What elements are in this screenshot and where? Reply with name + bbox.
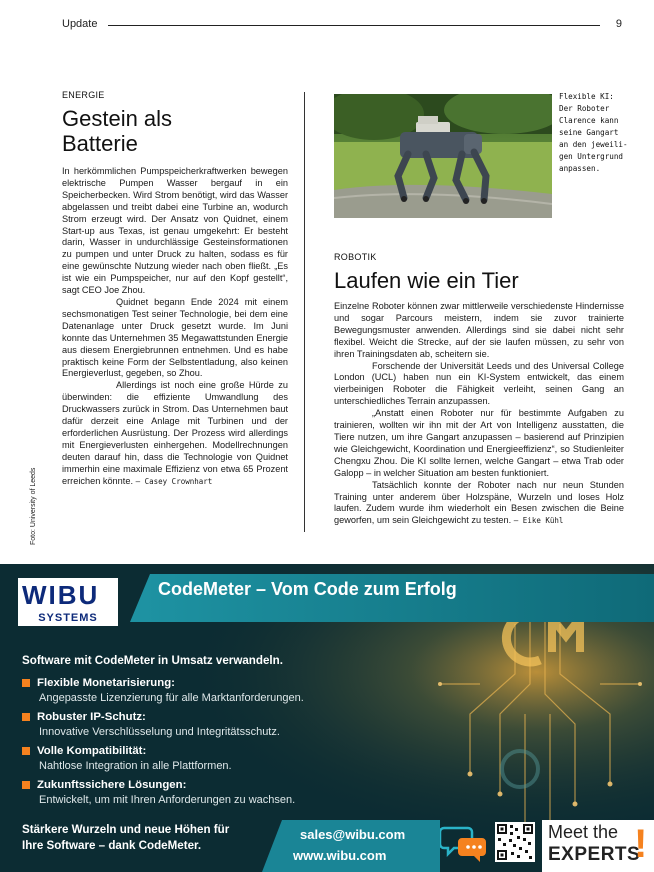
feature-detail: Nahtlose Integration in alle Plattformen. (39, 760, 232, 772)
article-kicker: ENERGIE (62, 90, 105, 100)
feature-heading: Robuster IP-Schutz: (37, 711, 146, 723)
article-headline: Laufen wie ein Tier (334, 268, 519, 293)
tagline-line-1: Stärkere Wurzeln und neue Höhen für (22, 823, 230, 836)
feature-heading: Volle Kompatibilität: (37, 745, 147, 757)
feature-detail: Innovative Verschlüsselung und Integritätsschutz. (39, 726, 280, 738)
headline-line-2: Batterie (62, 131, 138, 156)
ad-intro: Software mit CodeMeter in Umsatz verwandeln. (22, 654, 283, 667)
tagline-line-2: Ihre Software – dank CodeMeter. (22, 839, 202, 852)
bullet-icon (22, 781, 30, 789)
paragraph: „Anstatt einen Roboter nur für bestimmte Aufgaben zu trainieren, wollten wir ihn mit der Art von Intelligenz ausstatten, die Tiere nutzen, um ihre Gangart anzupassen – basierend auf Prinzipien wie Gleichgewicht, Koordination und Energieeffizienz“, so Studienleiter Chengxu Zhou. Die KI sollte lernen, welche Gangart – etwa Trab oder Galopp – in welcher Situation am besten funktioniert. (334, 408, 624, 478)
ad-tagline (22, 822, 229, 854)
chat-bubbles-icon (440, 822, 488, 864)
paragraph: In herkömmlichen Pumpspeicherkraftwerken bewegen elektrische Pumpen Wasser bergauf in ein Speicherbecken. Wird Strom benötigt, wird das Wasser abgelassen und treibt dabei eine Turbine an, wodurch Strom erzeugt wird. Der Ansatz von Quidnet, einem Start-up aus Texas, ist genau umgekehrt: Er besteht darin, Wasser in undurchlässige Gesteinsformationen zu pumpen und unter Druck zu halten, sodass es für eine gewünschte Nutzung wieder nach oben fließt. „Es ist wie ein Pumpspeicher, nur auf den Kopf gestellt“, sagt CEO Joe Zhou. (62, 166, 288, 296)
feature-detail: Angepasste Lizenzierung für alle Marktanforderungen. (39, 692, 304, 704)
caption-line: Clarence kann (559, 116, 619, 125)
section-label: Update (62, 18, 98, 30)
feature-item (22, 710, 352, 740)
bullet-icon (22, 679, 30, 687)
paragraph: Forschende der Universität Leeds und des Universal College London (UCL) haben nun ein KI-System entwickelt, das einem vierbeinigen Roboter die Fähigkeit verleiht, seinen Gang an unterschiedliches Terrain anzupassen. (334, 360, 624, 407)
meet-the-experts-badge[interactable] (542, 820, 654, 872)
photo-credit: Foto: University of Leeds (30, 467, 37, 545)
logo-wordmark: WIBU (22, 580, 100, 610)
column-divider (304, 92, 305, 532)
author-signature: – Casey Crownhart (135, 476, 213, 486)
page-header (62, 14, 622, 34)
website-link[interactable]: www.wibu.com (293, 848, 387, 863)
exclamation-icon: ! (634, 822, 648, 866)
caption-line: anpassen. (559, 164, 601, 173)
wibu-logo[interactable] (18, 578, 118, 626)
feature-item (22, 676, 352, 706)
paragraph (62, 380, 288, 487)
feature-heading: Flexible Monetarisierung: (37, 677, 175, 689)
robot-photo (334, 94, 552, 218)
bullet-icon (22, 713, 30, 721)
bullet-icon (22, 747, 30, 755)
logo-subtitle: SYSTEMS (38, 612, 98, 624)
author-signature: – Eike Kühl (513, 516, 564, 526)
article-robotik (334, 252, 624, 527)
caption-line: an den jeweili- (559, 140, 628, 149)
caption-line: gen Untergrund (559, 152, 624, 161)
paragraph (334, 480, 624, 528)
paragraph-text: Tatsächlich konnte der Roboter nach nur neun Stunden Training unter anderem über Holzspäne, Wurzeln und loses Holz laufen. Zudem wurde ihm wiederholt ein Besen zwischen die Beine geworfen, um sein Gleichgewicht zu testen. (334, 479, 624, 526)
codemeter-ad[interactable] (0, 564, 654, 872)
article-kicker: ROBOTIK (334, 252, 377, 262)
photo-caption (559, 91, 639, 175)
article-energie (62, 90, 288, 487)
article-body (62, 166, 288, 487)
caption-line: Der Roboter (559, 104, 610, 113)
headline-line-1: Gestein als (62, 106, 173, 131)
page-number: 9 (615, 18, 622, 30)
sales-email-link[interactable]: sales@wibu.com (300, 827, 406, 842)
paragraph: Quidnet begann Ende 2024 mit einem sechsmonatigen Test seiner Technologie, bei dem eine Datenanlage unter Druck gesetzt wurde. Im Juni konnte das Unternehmen 35 Megawattstunden Energie aus diesem Energiebrunnen entnehmen. Und es habe praktisch keine Form der Selbstentladung, also keinen Energieverlust, gegeben, so Zhou. (62, 296, 288, 379)
article-body (334, 301, 624, 527)
cta-line-1: Meet the (548, 822, 619, 842)
caption-line: Flexible KI: (559, 92, 614, 101)
ad-title: CodeMeter – Vom Code zum Erfolg (158, 579, 457, 599)
header-rule (108, 25, 600, 26)
feature-heading: Zukunftssichere Lösungen: (37, 779, 187, 791)
feature-list (22, 676, 352, 812)
feature-detail: Entwickelt, um mit Ihren Anforderungen zu wachsen. (39, 794, 296, 806)
paragraph: Einzelne Roboter können zwar mittlerweile verschiedenste Hindernisse und sogar Parcours meistern, indem sie zuvor trainierte Bewegungsmuster anwenden. Allerdings sind sie dabei nicht sehr flexibel. Weicht die Strecke, auf der sie laufen müssen, zu sehr von ihren Trainingsdaten ab, scheitern sie. (334, 301, 624, 359)
paragraph-text: Allerdings ist noch eine große Hürde zu überwinden: die effiziente Umwandlung des Druckwassers zurück in Strom. Das Unternehmen baut dafür derzeit eine Anlage mit Turbinen und der erforderlichen Ausrüstung. Der Prozess wird allerdings mit Energieverlusten einhergehen. Modellrechnungen deuten darauf hin, dass die Technologie von Quidnet immerhin eine maximale Effizienz von etwa 65 Prozent erreichen könnte. (62, 380, 288, 486)
qr-code[interactable] (495, 822, 535, 862)
caption-line: seine Gangart (559, 128, 619, 137)
cta-line-2: EXPERTS (548, 844, 641, 865)
feature-item (22, 744, 352, 774)
feature-item (22, 778, 352, 808)
article-headline (62, 106, 288, 156)
